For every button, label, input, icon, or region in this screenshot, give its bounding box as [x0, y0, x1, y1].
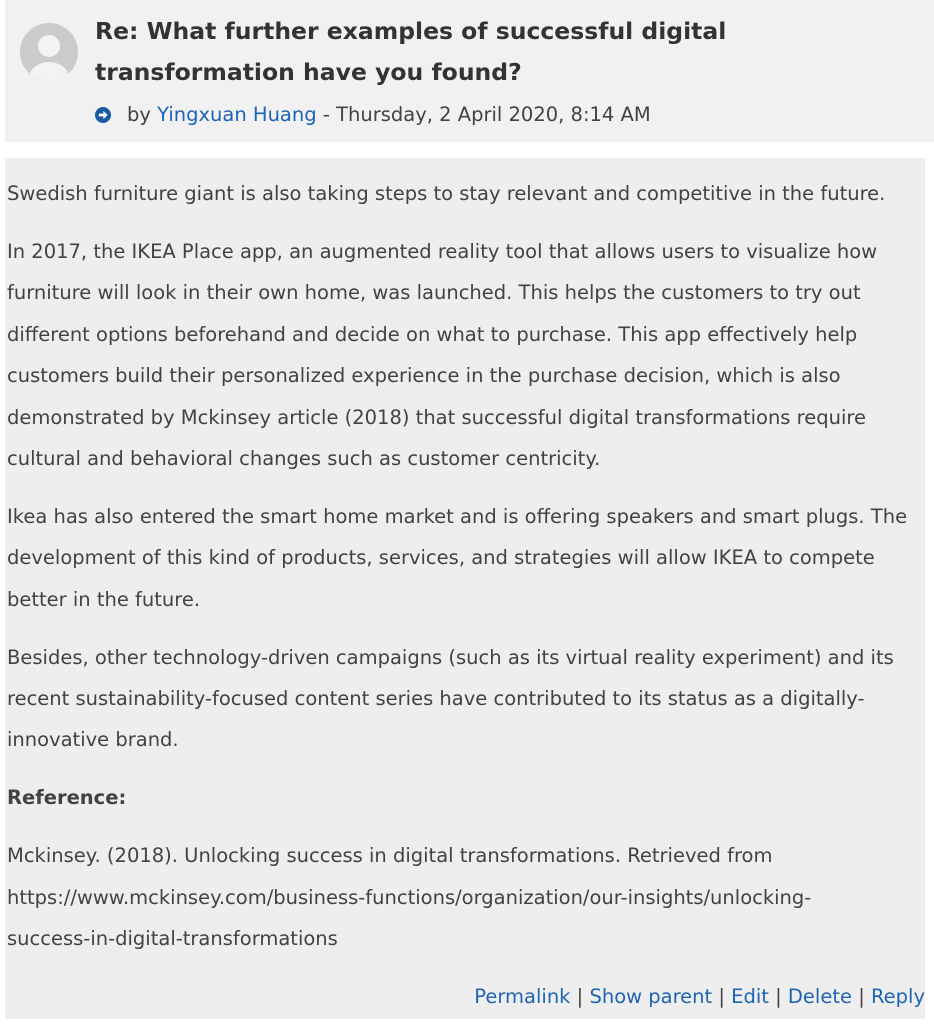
post-date: Thursday, 2 April 2020, 8:14 AM	[336, 103, 651, 126]
user-avatar-icon	[20, 23, 78, 81]
paragraph-line: development of this kind of products, services, and strategies will allow IKEA to compete	[7, 546, 875, 570]
author-avatar[interactable]	[20, 23, 78, 81]
paragraph	[7, 496, 925, 620]
paragraph-line: cultural and behavioral changes such as customer centricity.	[7, 446, 601, 470]
reference-line: https://www.mckinsey.com/business-functions/organization/our-insights/unlocking-	[7, 885, 812, 909]
reference-line: Mckinsey. (2018). Unlocking success in digital transformations. Retrieved from	[7, 844, 773, 868]
paragraph-line: Ikea has also entered the smart home market and is offering speakers and smart plugs. The	[7, 504, 908, 528]
paragraph-line: In 2017, the IKEA Place app, an augmented reality tool that allows users to visualize how	[7, 239, 878, 263]
byline-prefix: by	[127, 103, 151, 126]
edit-link[interactable]: Edit	[731, 984, 769, 1008]
paragraph-line: innovative brand.	[7, 728, 179, 752]
delete-link[interactable]: Delete	[787, 984, 852, 1008]
action-separator: |	[576, 984, 584, 1008]
action-separator: |	[775, 984, 782, 1008]
paragraph	[7, 637, 925, 761]
reply-link[interactable]: Reply	[870, 984, 925, 1008]
paragraph-line: Swedish furniture giant is also taking steps to stay relevant and competitive in the future.	[7, 182, 886, 205]
reference-paragraph	[7, 835, 925, 959]
paragraph-line: demonstrated by Mckinsey article (2018) that successful digital transformations require	[7, 405, 866, 429]
paragraph-line: better in the future.	[7, 587, 201, 611]
post-header	[5, 0, 934, 142]
post-byline	[95, 100, 651, 130]
paragraph	[7, 173, 925, 214]
paragraph-line: furniture will look in their own home, was launched. This helps the customers to try out	[7, 281, 861, 305]
paragraph-line: recent sustainability-focused content series have contributed to its status as a digitally-	[7, 686, 865, 710]
paragraph-line: different options beforehand and decide on what to purchase. This app effectively help	[7, 322, 858, 346]
paragraph	[7, 231, 925, 479]
action-separator: |	[718, 984, 725, 1008]
author-link[interactable]: Yingxuan Huang	[157, 103, 317, 126]
paragraph-line: Besides, other technology-driven campaigns (such as its virtual reality experiment) and its	[7, 645, 894, 669]
paragraph-line: customers build their personalized experience in the purchase decision, which is also	[7, 364, 841, 388]
action-separator: |	[858, 984, 865, 1008]
show-parent-link[interactable]: Show parent	[589, 984, 713, 1008]
reference-heading: Reference:	[7, 786, 127, 810]
reference-line: success-in-digital-transformations	[7, 927, 338, 950]
permalink-link[interactable]: Permalink	[474, 984, 571, 1008]
post-title-line: transformation have you found?	[95, 58, 522, 86]
post-content	[5, 158, 925, 1019]
post-title	[95, 11, 726, 93]
post-actions	[7, 976, 925, 1017]
byline-separator: -	[322, 103, 330, 126]
post-title-line: Re: What further examples of successful digital	[95, 17, 727, 45]
arrow-circle-right-icon	[95, 107, 111, 123]
